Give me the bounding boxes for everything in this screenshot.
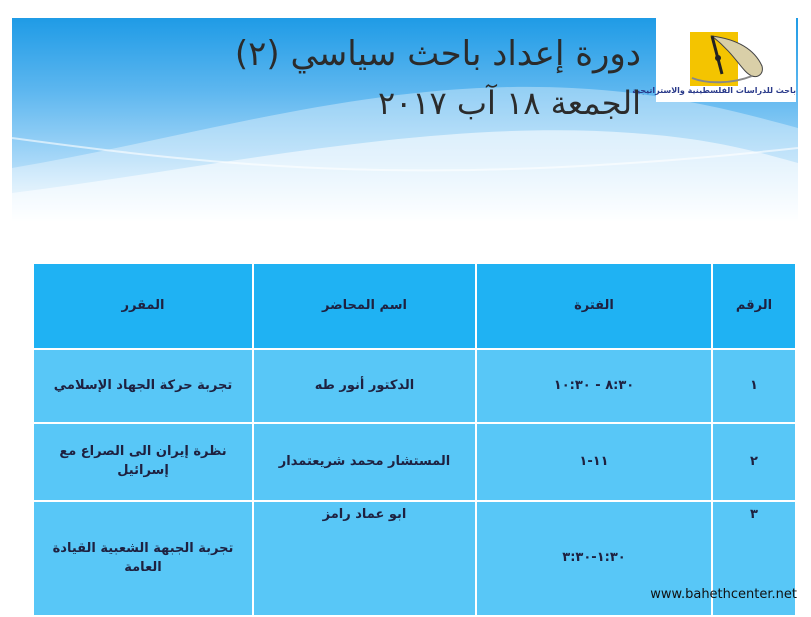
cell-subject: نظرة إيران الى الصراع مع إسرائيل	[33, 423, 253, 501]
table-header-row	[33, 263, 796, 349]
logo	[632, 18, 796, 102]
table-row	[33, 423, 796, 501]
schedule-table	[32, 262, 797, 617]
header-lecturer: اسم المحاضر	[253, 263, 476, 349]
cell-period: ١:٣٠-٣:٣٠	[476, 501, 712, 616]
cell-period: ١١-١	[476, 423, 712, 501]
cell-lecturer: ابو عماد رامز	[253, 501, 476, 616]
cell-number: ٢	[712, 423, 796, 501]
table-row	[33, 349, 796, 423]
slide-title: دورة إعداد باحث سياسي (٢)	[234, 34, 641, 74]
logo-text: باحث للدراسات الفلسطينية والاستراتيجية	[632, 86, 796, 95]
cell-lecturer: الدكتور أنور طه	[253, 349, 476, 423]
logo-quill-icon	[682, 26, 770, 86]
cell-number: ١	[712, 349, 796, 423]
cell-subject: تجربة الجبهة الشعبية القيادة العامة	[33, 501, 253, 616]
cell-number: ٣	[712, 501, 796, 616]
header-period: الفترة	[476, 263, 712, 349]
cell-lecturer: المستشار محمد شريعتمدار	[253, 423, 476, 501]
footer-website-url: www.bahethcenter.net	[650, 587, 797, 602]
slide-subtitle-date: الجمعة ١٨ آب ٢٠١٧	[377, 84, 641, 122]
header-subject: المقرر	[33, 263, 253, 349]
header-number: الرقم	[712, 263, 796, 349]
cell-period: ٨:٣٠ - ١٠:٣٠	[476, 349, 712, 423]
cell-subject: تجربة حركة الجهاد الإسلامي	[33, 349, 253, 423]
